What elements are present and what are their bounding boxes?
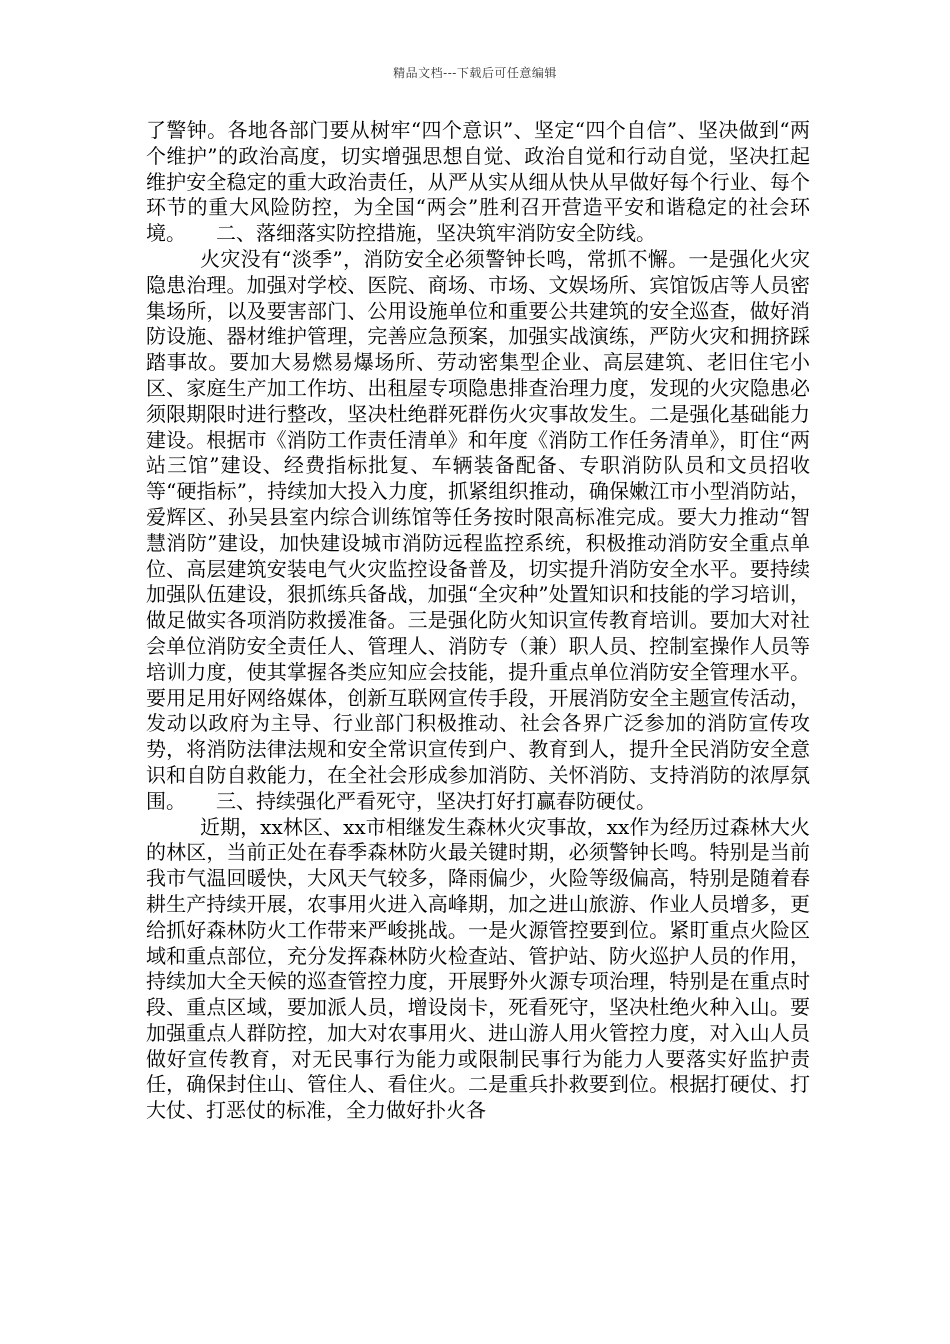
paragraph-forest-fire-prevention: 近期，xx林区、xx市相继发生森林火灾事故，xx作为经历过森林大火的林区，当前正处在春季森林防火最关键时期，必须警钟长鸣。特别是当前我市气温回暖快，大风天气较多，降雨偏少，火险等级偏高，特别是随着春耕生产持续开展，农事用火进入高峰期，加之进山旅游、作业人员增多，更给抓好森林防火工作带来严峻挑战。一是火源管控要到位。紧盯重点火险区域和重点部位，充分发挥森林防火检查站、管护站、防火巡护人员的作用，持续加大全天候的巡查管控力度，开展野外火源专项治理，特别是在重点时段、重点区域，要加派人员，增设岗卡，死看死守，坚决杜绝火种入山。要加强重点人群防控，加大对农事用火、进山游人用火管控力度，对入山人员做好宣传教育，对无民事行为能力或限制民事行为能力人要落实好监护责任，确保封住山、管住人、看住火。二是重兵扑救要到位。根据打硬仗、打大仗、打恶仗的标准，全力做好扑火各 [146,814,810,1123]
paragraph-fire-prevention-intro: 了警钟。各地各部门要从树牢“四个意识”、坚定“四个自信”、坚决做到“两个维护”的政治高度，切实增强思想自觉、政治自觉和行动自觉，坚决扛起维护安全稳定的重大政治责任，从严从实从细从快从早做好每个行业、每个环节的重大风险防控，为全国“两会”胜利召开营造平安和谐稳定的社会环境。 二、落细落实防控措施，坚决筑牢消防安全防线。 [146,118,810,246]
page-header: 精品文档---下载后可任意编辑 [393,66,557,80]
document-body [146,118,810,1124]
paragraph-fire-safety-measures: 火灾没有“淡季”，消防安全必须警钟长鸣，常抓不懈。一是强化火灾隐患治理。加强对学校、医院、商场、市场、文娱场所、宾馆饭店等人员密集场所，以及要害部门、公用设施单位和重要公共建筑的安全巡查，做好消防设施、器材维护管理，完善应急预案，加强实战演练，严防火灾和拥挤踩踏事故。要加大易燃易爆场所、劳动密集型企业、高层建筑、老旧住宅小区、家庭生产加工作坊、出租屋专项隐患排查治理力度，发现的火灾隐患必须限期限时进行整改，坚决杜绝群死群伤火灾事故发生。二是强化基础能力建设。根据市《消防工作责任清单》和年度《消防工作任务清单》，盯住“两站三馆”建设、经费指标批复、车辆装备配备、专职消防队员和文员招收等“硬指标”，持续加大投入力度，抓紧组织推动，确保嫩江市小型消防站，爱辉区、孙吴县室内综合训练馆等任务按时限高标准完成。要大力推动“智慧消防”建设，加快建设城市消防远程监控系统，积极推动消防安全重点单位、高层建筑安装电气火灾监控设备普及，切实提升消防安全水平。要持续加强队伍建设，狠抓练兵备战，加强“全灾种”处置知识和技能的学习培训，做足做实各项消防救援准备。三是强化防火知识宣传教育培训。要加大对社会单位消防安全责任人、管理人、消防专（兼）职人员、控制室操作人员等培训力度，使其掌握各类应知应会技能，提升重点单位消防安全管理水平。要用足用好网络媒体，创新互联网宣传手段，开展消防安全主题宣传活动，发动以政府为主导、行业部门积极推动、社会各界广泛参加的消防宣传攻势，将消防法律法规和安全常识宣传到户、教育到人，提升全民消防安全意识和自防自救能力，在全社会形成参加消防、关怀消防、支持消防的浓厚氛围。 三、持续强化严看死守，坚决打好打赢春防硬仗。 [146,246,810,813]
